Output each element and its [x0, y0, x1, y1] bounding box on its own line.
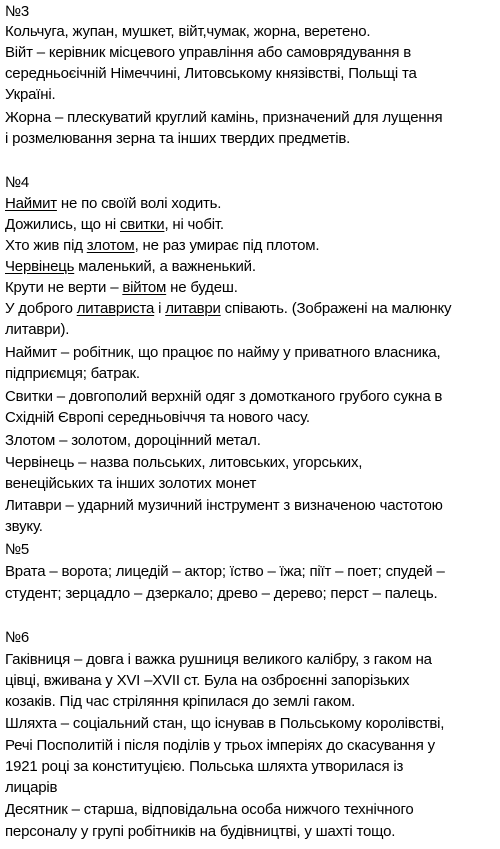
section-3-heading: №3 — [5, 3, 30, 20]
proverb-text: співають. (Зображені на малюнку — [220, 300, 452, 317]
definition-line: Злотом – золотом, дороцінний метал. — [5, 432, 261, 449]
definition-line: Червінець – назва польських, литовських, угорських, — [5, 454, 363, 471]
definition-line: звуку. — [5, 518, 43, 535]
definition-line: Врата – ворота; лицедій – актор; їство – їжа; піїт – поет; спудей – — [5, 563, 445, 580]
definition-line: козаків. Під час стріляння кріпилася до землі гаком. — [5, 693, 356, 710]
proverb-text: Дожились, що ні — [5, 216, 120, 233]
definition-line: і розмелювання зерна та інших твердих предметів. — [5, 130, 351, 147]
underlined-word: злотом — [86, 237, 135, 254]
proverb-line — [5, 236, 497, 256]
underlined-word: війтом — [122, 279, 167, 296]
underlined-word: литавриста — [76, 300, 155, 317]
definition-line: Свитки – довгополий верхній одяг з домотканого грубого сукна в — [5, 388, 443, 405]
definition-line: Війт – керівник місцевого управління або самоврядування в — [5, 44, 411, 61]
definition-line: Наймит – робітник, що працює по найму у приватного власника, — [5, 344, 441, 361]
proverb-line — [5, 257, 497, 277]
definition-line: Литаври – ударний музичний інструмент з визначеною частотою — [5, 497, 443, 514]
proverb-line — [5, 278, 497, 298]
definition-line: цівці, вживана у XVI –XVII ст. Була на озброєнні запорізьких — [5, 672, 410, 689]
definition-line: Десятник – старша, відповідальна особа нижчого технічного — [5, 801, 414, 818]
proverb-text: не по своїй волі ходить. — [56, 195, 222, 212]
definition-line: підприємця; батрак. — [5, 365, 140, 382]
definition-line: Речі Посполитій і після поділів у трьох імперіях до скасування у — [5, 737, 435, 754]
definition-line: студент; зерцадло – дзеркало; древо – дерево; перст – палець. — [5, 585, 438, 602]
proverb-line — [5, 194, 497, 214]
underlined-word: свитки — [119, 216, 165, 233]
definition-line: Жорна – плескуватий круглий камінь, призначений для лущення — [5, 109, 443, 126]
definition-line: венеційських та інших золотих монет — [5, 475, 257, 492]
section-3-words: Кольчуга, жупан, мушкет, війт,чумак, жорна, веретено. — [5, 23, 371, 40]
proverb-text: , ні чобіт. — [164, 216, 224, 233]
proverb-line — [5, 215, 497, 235]
definition-line: Шляхта – соціальний стан, що існував в Польському королівстві, — [5, 715, 445, 732]
definition-line: середньоєічній Німеччині, Литовському князівстві, Польщі та — [5, 65, 417, 82]
definition-line: Гаківниця – довга і важка рушниця великого калібру, з гаком на — [5, 651, 432, 668]
section-6-heading: №6 — [5, 629, 30, 646]
proverb-text: Хто жив під — [5, 237, 87, 254]
definition-line: 1921 році за конституцією. Польська шляхта утворилася із — [5, 758, 404, 775]
underlined-word: Червінець — [5, 258, 75, 275]
definition-line: лицарів — [5, 779, 58, 796]
proverb-text: , не раз умирає під плотом. — [134, 237, 320, 254]
definition-line: Східній Європі середньовіччя та нового часу. — [5, 409, 310, 426]
proverb-text: У доброго — [5, 300, 77, 317]
proverb-text: маленький, а важненький. — [74, 258, 256, 275]
proverb-text: і — [154, 300, 166, 317]
proverb-text: Крути не верти – — [5, 279, 123, 296]
definition-line: персоналу у групі робітників на будівництві, у шахті тощо. — [5, 823, 396, 840]
proverb-line: литаври). — [5, 321, 70, 338]
proverb-text: не будеш. — [166, 279, 238, 296]
section-4-heading: №4 — [5, 174, 30, 191]
underlined-word: литаври — [165, 300, 221, 317]
proverb-line — [5, 299, 497, 319]
underlined-word: Наймит — [5, 195, 57, 212]
section-5-heading: №5 — [5, 541, 30, 558]
definition-line: Україні. — [5, 86, 56, 103]
